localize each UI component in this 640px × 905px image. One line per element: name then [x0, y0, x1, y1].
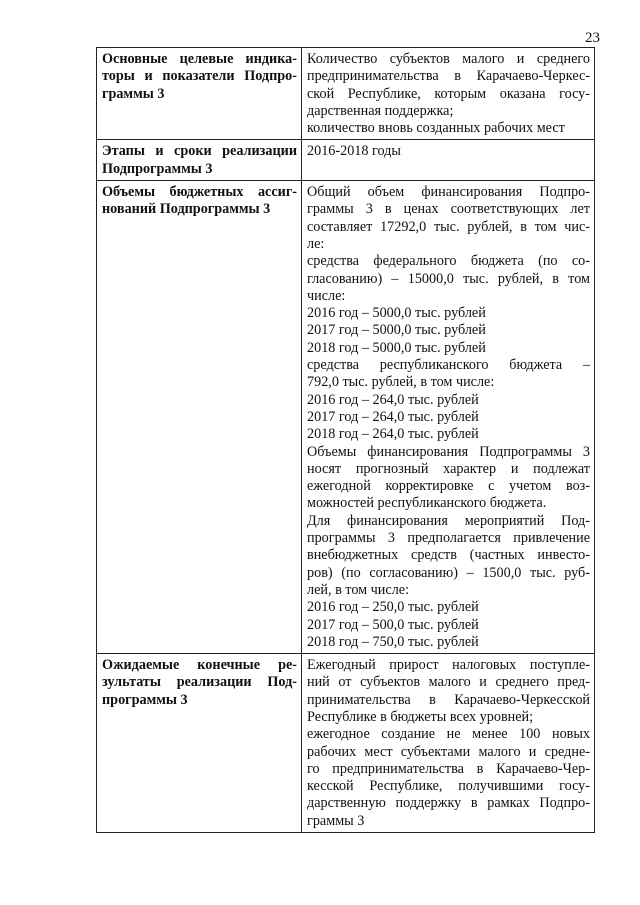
value-line: го предпринимательства в Карачаево-Чер- — [307, 760, 590, 777]
value-line: 2016 год – 264,0 тыс. рублей — [307, 391, 479, 408]
value-line: 792,0 тыс. рублей, в том числе: — [307, 374, 495, 391]
budget-value — [302, 181, 595, 654]
table-row-stages — [97, 140, 595, 181]
stages-value — [302, 140, 595, 181]
value-line: ской Республике, которым оказана госу- — [307, 85, 590, 102]
value-line: лей, в том числе: — [307, 581, 410, 598]
value-line: количество вновь созданных рабочих мест — [307, 120, 565, 137]
value-line: средства федерального бюджета (по со- — [307, 253, 590, 270]
stages-label — [97, 140, 302, 181]
label-line: Основные целевые индика- — [102, 51, 297, 67]
value-line: носят прогнозный характер и подлежат — [307, 460, 590, 477]
table-row-indicators — [97, 48, 595, 140]
results-label — [97, 654, 302, 833]
subprogram-passport-table — [96, 47, 595, 833]
value-line: 2017 год – 500,0 тыс. рублей — [307, 616, 479, 633]
value-line: 2016 год – 250,0 тыс. рублей — [307, 599, 479, 616]
table-row-budget — [97, 181, 595, 654]
page-number: 23 — [585, 30, 600, 46]
value-line: 2018 год – 750,0 тыс. рублей — [307, 633, 479, 650]
value-line: 2016-2018 годы — [307, 143, 401, 160]
label-line: Ожидаемые конечные ре- — [102, 657, 297, 674]
value-line: граммы 3 в ценах соответствующих лет — [307, 201, 590, 218]
value-line: Ежегодный прирост налоговых поступле- — [307, 657, 590, 674]
value-line: принимательства в Карачаево-Черкесской — [307, 691, 590, 708]
value-line: 2018 год – 264,0 тыс. рублей — [307, 426, 479, 443]
value-line: числе: — [307, 287, 346, 304]
value-line: программы 3 предполагается привлечение — [307, 530, 590, 547]
indicators-value — [302, 48, 595, 140]
value-line: дарственную поддержку в рамках Подпро- — [307, 795, 590, 812]
results-value — [302, 654, 595, 833]
indicators-label — [97, 48, 302, 140]
value-line: внебюджетных средств (частных инвесто- — [307, 547, 590, 564]
label-line: нований Подпрограммы 3 — [102, 201, 271, 218]
value-line: кесской Республике, получившими госу- — [307, 778, 590, 795]
value-line: Общий объем финансирования Подпро- — [307, 184, 590, 201]
label-line: Объемы бюджетных ассиг- — [102, 184, 297, 201]
value-line: ний от субъектов малого и среднего пред- — [307, 674, 590, 691]
label-line: зультаты реализации Под- — [102, 674, 297, 691]
value-line: предпринимательства в Карачаево-Черкес- — [307, 68, 590, 85]
label-line: программы 3 — [102, 691, 188, 708]
value-line: гласованию) – 15000,0 тыс. рублей, в том — [307, 270, 590, 287]
label-line: граммы 3 — [102, 85, 165, 102]
value-line: 2017 год – 5000,0 тыс. рублей — [307, 322, 486, 339]
value-line: дарственная поддержка; — [307, 102, 454, 119]
value-line: ров) (по согласованию) – 1500,0 тыс. руб- — [307, 564, 590, 581]
table-row-results — [97, 654, 595, 833]
value-line: 2016 год – 5000,0 тыс. рублей — [307, 305, 486, 322]
value-line: можностей республиканского бюджета. — [307, 495, 547, 512]
value-line: Объемы финансирования Подпрограммы 3 — [307, 443, 590, 460]
value-line: составляет 17292,0 тыс. рублей, в том чис- — [307, 218, 590, 235]
value-line: Для финансирования мероприятий Под- — [307, 512, 590, 529]
value-line: ежегодное создание не менее 100 новых — [307, 726, 590, 743]
value-line: ле: — [307, 235, 325, 252]
value-line: граммы 3 — [307, 812, 365, 829]
budget-label — [97, 181, 302, 654]
value-line: ежегодной корректировке с учетом воз- — [307, 478, 590, 495]
value-line: рабочих мест субъектами малого и средне- — [307, 743, 590, 760]
label-line: Подпрограммы 3 — [102, 160, 213, 177]
value-line: 2018 год – 5000,0 тыс. рублей — [307, 339, 486, 356]
value-line: 2017 год – 264,0 тыс. рублей — [307, 408, 479, 425]
value-line: средства республиканского бюджета – — [307, 357, 590, 374]
value-line: Республике в бюджеты всех уровней; — [307, 708, 534, 725]
label-line: торы и показатели Подпро- — [102, 68, 297, 85]
label-line: Этапы и сроки реализации — [102, 143, 297, 160]
value-line: Количество субъектов малого и среднего — [307, 51, 590, 67]
